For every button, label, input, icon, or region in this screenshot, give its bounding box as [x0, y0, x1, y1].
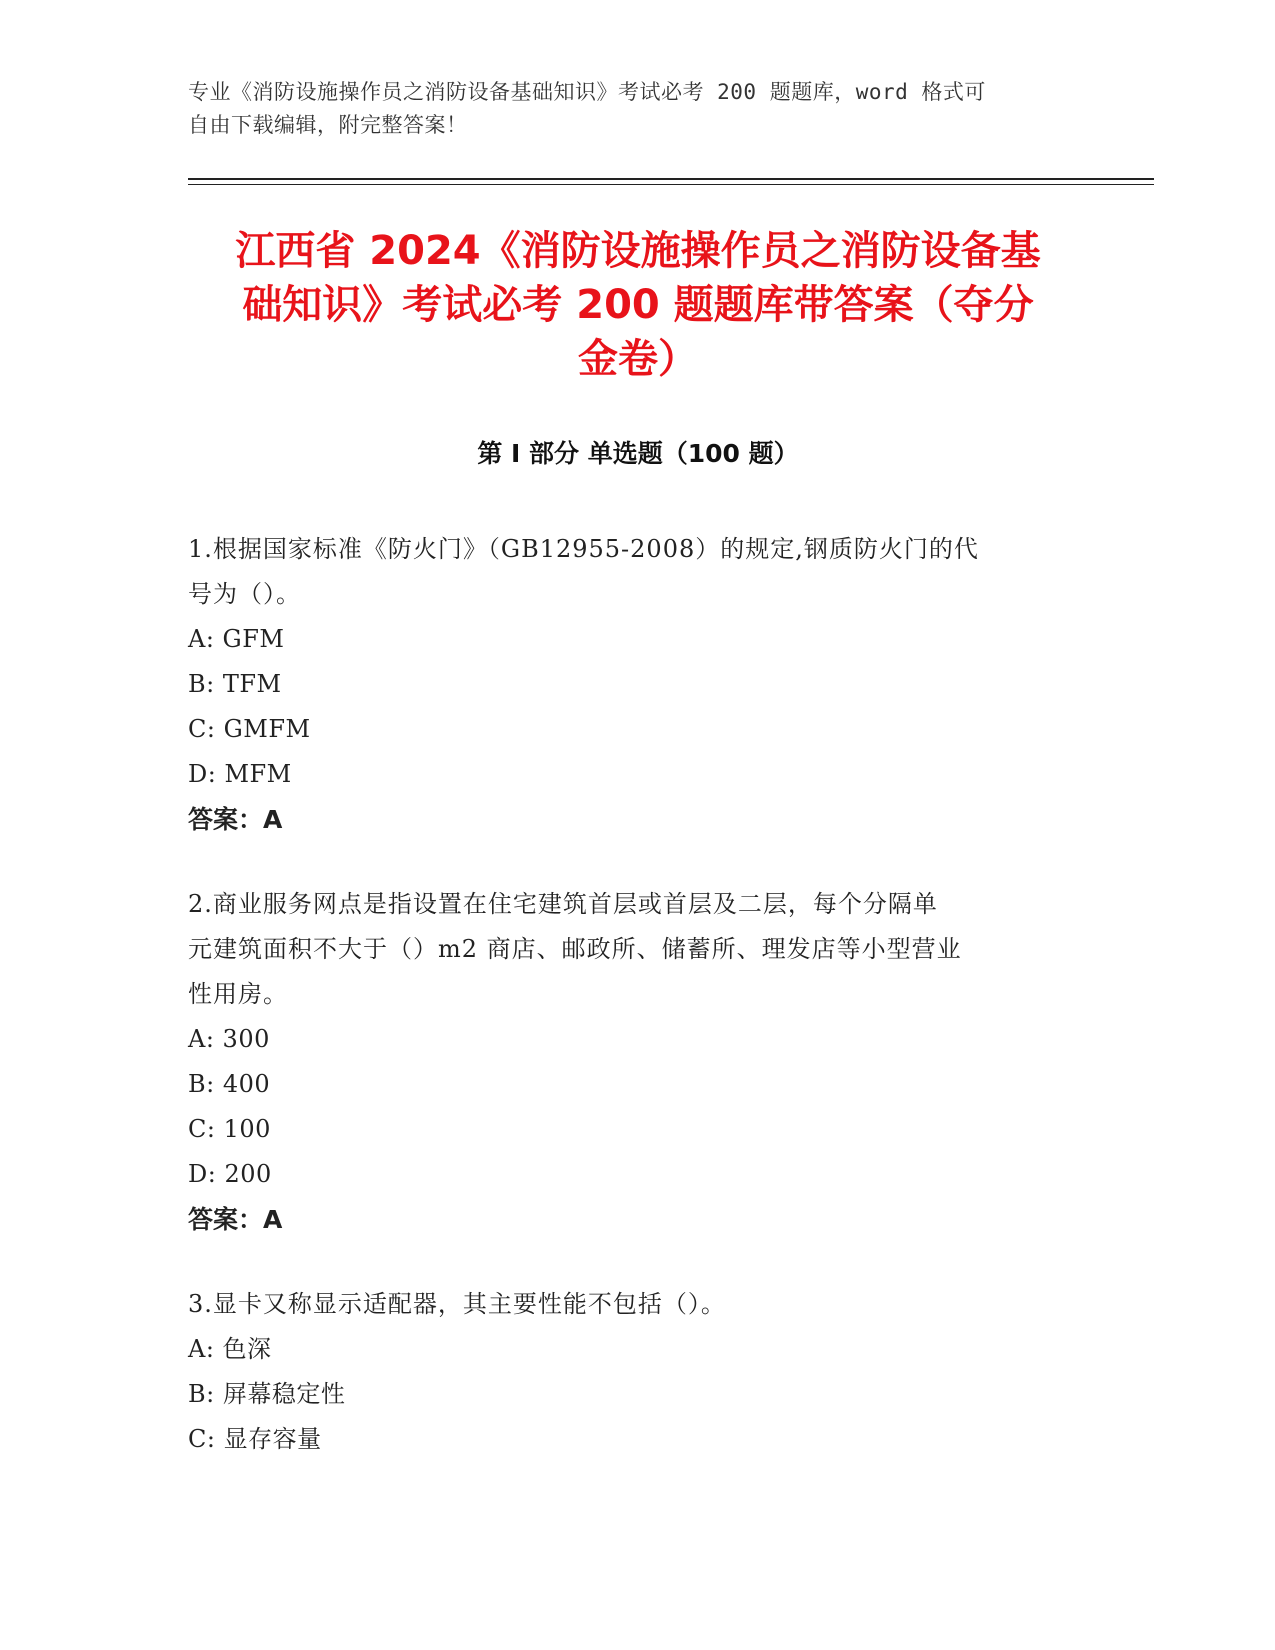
- question-option: A: GFM: [188, 625, 285, 653]
- question-stem: 2.商业服务网点是指设置在住宅建筑首层或首层及二层，每个分隔单: [188, 890, 938, 918]
- question-answer: 答案：A: [188, 805, 283, 834]
- question-item: [188, 527, 1078, 842]
- question-stem: 1.根据国家标准《防火门》（GB12955-2008）的规定,钢质防火门的代: [188, 535, 979, 563]
- question-list: [188, 527, 1078, 1502]
- question-option: C: 100: [188, 1115, 271, 1143]
- question-option: D: 200: [188, 1160, 272, 1188]
- question-option: A: 300: [188, 1025, 270, 1053]
- title-line: 金卷）: [578, 336, 698, 382]
- question-option: A: 色深: [188, 1335, 272, 1363]
- header-note-line: 专业《消防设施操作员之消防设备基础知识》考试必考 200 题题库，word 格式可: [188, 80, 986, 104]
- question-answer: 答案：A: [188, 1205, 283, 1234]
- question-item: [188, 882, 1078, 1242]
- question-option: B: TFM: [188, 670, 282, 698]
- header-note: [188, 76, 1068, 142]
- header-note-line: 自由下载编辑，附完整答案！: [188, 113, 468, 137]
- title-line: 础知识》考试必考 200 题题库带答案（夺分: [242, 282, 1034, 328]
- question-stem: 性用房。: [188, 980, 288, 1008]
- question-option: D: MFM: [188, 760, 292, 788]
- header-divider-thin: [188, 184, 1154, 185]
- question-option: C: GMFM: [188, 715, 311, 743]
- question-option: B: 400: [188, 1070, 271, 1098]
- question-stem: 元建筑面积不大于（）m2 商店、邮政所、储蓄所、理发店等小型营业: [188, 935, 962, 963]
- question-option: B: 屏幕稳定性: [188, 1380, 346, 1408]
- question-option: C: 显存容量: [188, 1425, 322, 1453]
- title-line: 江西省 2024《消防设施操作员之消防设备基: [235, 228, 1041, 274]
- question-item: [188, 1282, 1078, 1462]
- question-stem: 3.显卡又称显示适配器，其主要性能不包括（）。: [188, 1290, 726, 1318]
- section-heading: 第 I 部分 单选题（100 题）: [477, 439, 799, 468]
- document-title: [188, 224, 1088, 386]
- question-stem: 号为（）。: [188, 580, 301, 608]
- header-divider: [188, 178, 1154, 180]
